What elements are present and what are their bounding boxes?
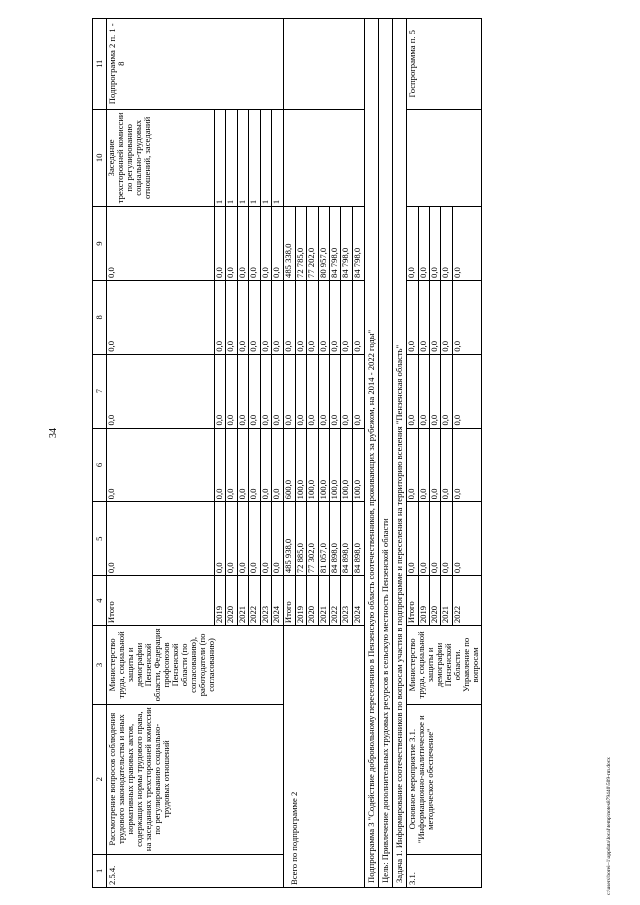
table-row-3-1 — [407, 19, 482, 888]
value: 84 898,0 — [351, 543, 362, 574]
value: 0,0 — [330, 355, 341, 428]
indicator-value: 1 — [215, 110, 226, 207]
value: 0,0 — [441, 281, 452, 354]
value: 84 798,0 — [351, 247, 362, 278]
value: 0,0 — [451, 488, 462, 500]
header-col-10: 10 — [93, 109, 107, 207]
year: 2023 — [341, 576, 352, 625]
value: 0,0 — [226, 502, 237, 575]
years-cell — [284, 576, 365, 626]
year: 2021 — [238, 576, 249, 625]
indicator-value: 1 — [270, 199, 281, 205]
value: 100,0 — [341, 429, 352, 502]
measure-name: Основное мероприятие 3.1. "Информационно-аналитическое и методическое обеспечение" — [407, 704, 482, 854]
year: 2022 — [451, 605, 462, 624]
measure-name: Рассмотрение вопросов соблюдения трудового законодательства и иных нормативных правовых актов, содержащих нормы трудового права, на заседаниях трехсторонней комиссии по регулированию социально-трудовых отношений — [107, 704, 284, 854]
col5-values — [107, 502, 284, 576]
col7-values — [107, 354, 284, 428]
value: 0,0 — [238, 355, 249, 428]
value: 0,0 — [226, 355, 237, 428]
value: 0,0 — [441, 355, 452, 428]
value: 77 202,0 — [307, 207, 318, 280]
value: 0,0 — [330, 281, 341, 354]
header-col-2: 2 — [93, 704, 107, 854]
value: 0,0 — [238, 502, 249, 575]
value: 100,0 — [319, 429, 330, 502]
program-ref: Подпрограмма 2 п. 1 - 8 — [107, 19, 284, 110]
value: 0,0 — [249, 429, 260, 502]
col9-values — [107, 207, 284, 281]
value: 600,0 — [284, 429, 295, 502]
value: 0,0 — [419, 429, 430, 502]
value: 100,0 — [330, 429, 341, 502]
value: 0,0 — [307, 281, 318, 354]
value: 0,0 — [226, 429, 237, 502]
value: 0,0 — [430, 429, 441, 502]
value: 0,0 — [351, 341, 362, 352]
empty-cell — [284, 19, 365, 110]
value: 0,0 — [407, 429, 418, 502]
value: 0,0 — [430, 207, 441, 280]
value: 0,0 — [107, 502, 215, 575]
value: 0,0 — [419, 281, 430, 354]
value: 0,0 — [249, 207, 260, 280]
year: 2022 — [249, 576, 260, 625]
value: 0,0 — [419, 207, 430, 280]
value: 0,0 — [430, 355, 441, 428]
value: 0,0 — [261, 502, 272, 575]
years-cell — [107, 576, 284, 626]
col6-values — [407, 428, 482, 502]
header-col-1: 1 — [93, 854, 107, 887]
goal-text: Цель: Привлечение дополнительных трудовых ресурсов в сельскую местность Пензенской области — [379, 19, 393, 888]
value: 0,0 — [261, 355, 272, 428]
header-col-4: 4 — [93, 576, 107, 626]
program-table-sheet — [92, 18, 592, 888]
year: 2024 — [351, 605, 362, 624]
year: 2019 — [419, 576, 430, 625]
page-number: 34 — [48, 428, 59, 438]
value: 0,0 — [270, 562, 281, 574]
col8-values — [407, 280, 482, 354]
value: 80 957,0 — [319, 207, 330, 280]
value: 100,0 — [296, 429, 307, 502]
year: Итого — [284, 576, 295, 625]
col7-values — [407, 354, 482, 428]
year: Итого — [107, 576, 215, 625]
goal-row — [379, 19, 393, 888]
table-row-2-5-4 — [107, 19, 284, 888]
value: 0,0 — [249, 281, 260, 354]
value: 0,0 — [307, 355, 318, 428]
value: 0,0 — [407, 502, 418, 575]
program-ref: Госпрограмма п. 5 — [407, 19, 482, 110]
value: 77 302,0 — [307, 502, 318, 575]
value: 0,0 — [249, 502, 260, 575]
task-1-row — [393, 19, 407, 888]
value: 0,0 — [107, 281, 215, 354]
col6-values — [284, 428, 365, 502]
value: 0,0 — [270, 267, 281, 278]
value: 0,0 — [407, 355, 418, 428]
year: 2023 — [261, 576, 272, 625]
value: 0,0 — [407, 281, 418, 354]
subprogram-3-row — [365, 19, 379, 888]
value: 0,0 — [296, 355, 307, 428]
col5-values — [284, 502, 365, 576]
executor: Министерство труда, социальной защиты и демографии Пензенской области, Федерация профсоюзов Пензенской области (по согласованию), работодатели (по согласованию) — [107, 626, 284, 705]
value: 0,0 — [238, 429, 249, 502]
empty-cell — [407, 109, 482, 207]
value: 81 057,0 — [319, 502, 330, 575]
value: 0,0 — [215, 355, 226, 428]
program-table — [92, 18, 482, 888]
header-col-6: 6 — [93, 428, 107, 502]
value: 100,0 — [307, 429, 318, 502]
value: 0,0 — [107, 207, 215, 280]
value: 0,0 — [215, 281, 226, 354]
value: 84 798,0 — [330, 207, 341, 280]
value: 0,0 — [215, 207, 226, 280]
subprogram-3-title: Подпрограмма 3 "Содействие добровольному переселению в Пензенскую область соотечественников, проживающих за рубежом, на 2014 - 2022 годы" — [365, 19, 379, 888]
value: 0,0 — [238, 281, 249, 354]
value: 0,0 — [419, 355, 430, 428]
year: 2021 — [319, 576, 330, 625]
value: 0,0 — [441, 502, 452, 575]
total-label: Всего по подпрограмме 2 — [284, 626, 365, 888]
value: 0,0 — [226, 207, 237, 280]
indicator-cell — [107, 109, 284, 207]
value: 72 885,0 — [296, 502, 307, 575]
value: 0,0 — [407, 207, 418, 280]
year: 2019 — [215, 576, 226, 625]
value: 0,0 — [430, 502, 441, 575]
value: 0,0 — [451, 414, 462, 426]
indicator-value: 1 — [226, 110, 237, 207]
value: 0,0 — [284, 355, 295, 428]
value: 0,0 — [249, 355, 260, 428]
value: 84 898,0 — [330, 502, 341, 575]
value: 0,0 — [430, 281, 441, 354]
value: 0,0 — [341, 355, 352, 428]
value: 485 938,0 — [284, 502, 295, 575]
indicator-value: 1 — [238, 110, 249, 207]
value: 0,0 — [270, 414, 281, 426]
value: 84 798,0 — [341, 207, 352, 280]
value: 0,0 — [270, 488, 281, 500]
value: 72 785,0 — [296, 207, 307, 280]
value: 485 338,0 — [284, 207, 295, 280]
task-1-text: Задача 1. Информирование соотечественников по вопросам участия в подпрограмме и переселения на территорию вселения "Пензенская область" — [393, 19, 407, 888]
value: 0,0 — [351, 414, 362, 426]
value: 0,0 — [451, 267, 462, 278]
executor: Министерство труда, социальной защиты и демографии Пензенской области. Управление по вопросам — [407, 626, 482, 705]
table-row-total-sub2 — [284, 19, 365, 888]
row-number: 2.5.4. — [107, 854, 284, 887]
value: 0,0 — [107, 429, 215, 502]
empty-cell — [284, 109, 365, 207]
value: 0,0 — [319, 281, 330, 354]
header-col-9: 9 — [93, 207, 107, 281]
indicator-value: 1 — [249, 110, 260, 207]
value: 0,0 — [261, 207, 272, 280]
col7-values — [284, 354, 365, 428]
value: 0,0 — [296, 281, 307, 354]
row-number: 3.1. — [407, 854, 482, 887]
col9-values — [407, 207, 482, 281]
year: 2019 — [296, 576, 307, 625]
year: 2020 — [226, 576, 237, 625]
value: 0,0 — [441, 429, 452, 502]
value: 0,0 — [451, 341, 462, 352]
value: 0,0 — [226, 281, 237, 354]
col8-values — [284, 280, 365, 354]
col6-values — [107, 428, 284, 502]
col8-values — [107, 280, 284, 354]
header-row — [93, 19, 107, 888]
value: 0,0 — [284, 281, 295, 354]
value: 0,0 — [441, 207, 452, 280]
year: Итого — [407, 576, 418, 625]
value: 0,0 — [319, 355, 330, 428]
value: 0,0 — [270, 341, 281, 352]
header-col-11: 11 — [93, 19, 107, 110]
col9-values — [284, 207, 365, 281]
col5-values — [407, 502, 482, 576]
value: 0,0 — [238, 207, 249, 280]
value: 100,0 — [351, 480, 362, 500]
value: 0,0 — [261, 429, 272, 502]
years-cell — [407, 576, 482, 626]
year: 2024 — [270, 605, 281, 624]
indicator-name: Заседание трехсторонней комиссии по регулированию социально-трудовых отношений, заседаний — [107, 110, 215, 207]
header-col-5: 5 — [93, 502, 107, 576]
year: 2021 — [441, 576, 452, 625]
year: 2022 — [330, 576, 341, 625]
value: 84 898,0 — [341, 502, 352, 575]
value: 0,0 — [419, 502, 430, 575]
value: 0,0 — [341, 281, 352, 354]
value: 0,0 — [451, 562, 462, 574]
value: 0,0 — [215, 502, 226, 575]
year: 2020 — [430, 576, 441, 625]
value: 0,0 — [261, 281, 272, 354]
year: 2020 — [307, 576, 318, 625]
header-col-3: 3 — [93, 626, 107, 705]
footer-path: c:\users\borei~1\appdata\local\temp\notes879440\509-пп.docx — [606, 757, 612, 895]
value: 0,0 — [215, 429, 226, 502]
indicator-value: 1 — [261, 110, 272, 207]
header-col-7: 7 — [93, 354, 107, 428]
header-col-8: 8 — [93, 280, 107, 354]
value: 0,0 — [107, 355, 215, 428]
